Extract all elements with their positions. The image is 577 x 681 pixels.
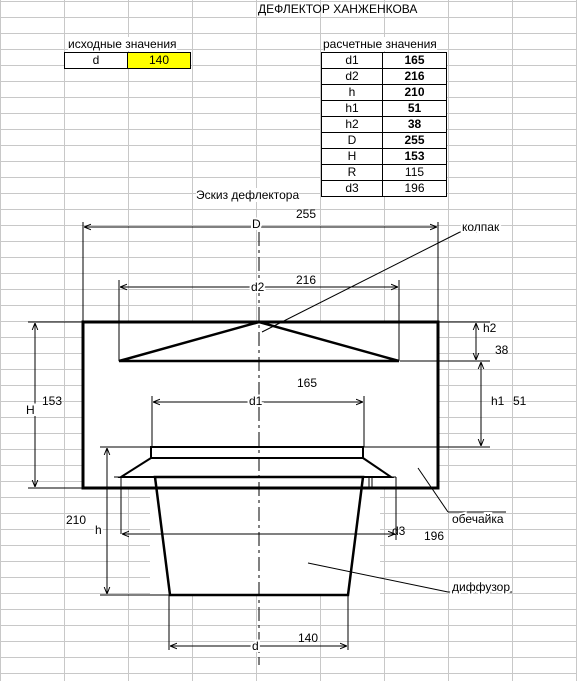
callout-shell: обечайка [452, 512, 504, 526]
dim-d-label: d [252, 639, 259, 653]
calc-value-cell[interactable]: 255 [383, 133, 447, 149]
dim-h1-value: 51 [513, 394, 527, 408]
calc-name-cell[interactable]: R [322, 165, 383, 181]
callout-cap: колпак [462, 220, 500, 234]
calc-name-cell[interactable]: d2 [322, 69, 383, 85]
calc-value-cell[interactable]: 196 [383, 181, 447, 197]
dim-H-label: H [26, 403, 35, 417]
calc-value-cell[interactable]: 165 [383, 53, 447, 69]
dim-D-value: 255 [296, 207, 317, 221]
calc-name-cell[interactable]: D [322, 133, 383, 149]
inputs-header: исходные значения [68, 37, 177, 51]
sketch-label: Эскиз дефлектора [196, 188, 300, 202]
calc-value-cell[interactable]: 210 [383, 85, 447, 101]
input-value-cell[interactable]: 140 [128, 53, 191, 69]
dim-h1-label: h1 [491, 394, 505, 408]
dim-d-value: 140 [298, 631, 319, 645]
dim-H-value: 153 [42, 394, 63, 408]
calc-value-cell[interactable]: 51 [383, 101, 447, 117]
input-name-cell[interactable]: d [65, 53, 128, 69]
calc-name-cell[interactable]: h [322, 85, 383, 101]
calc-name-cell[interactable]: h2 [322, 117, 383, 133]
calc-header: расчетные значения [323, 37, 437, 51]
calc-name-cell[interactable]: h1 [322, 101, 383, 117]
dim-h-value: 210 [66, 513, 87, 527]
dim-h2-value: 38 [495, 343, 509, 357]
calc-name-cell[interactable]: d3 [322, 181, 383, 197]
calc-value-cell[interactable]: 115 [383, 165, 447, 181]
dim-h2-label: h2 [483, 321, 497, 335]
dim-d2-label: d2 [251, 280, 265, 294]
dim-d3-label: d3 [392, 524, 406, 538]
calc-name-cell[interactable]: d1 [322, 53, 383, 69]
dim-d3-value: 196 [424, 529, 445, 543]
calc-value-cell[interactable]: 216 [383, 69, 447, 85]
calc-value-cell[interactable]: 38 [383, 117, 447, 133]
dim-h-label: h [95, 523, 102, 537]
callout-diffuser: диффузор [452, 580, 511, 594]
page-title: ДЕФЛЕКТОР ХАНЖЕНКОВА [258, 2, 418, 16]
dim-d1-value: 165 [297, 376, 318, 390]
dim-d1-label: d1 [249, 394, 263, 408]
calc-name-cell[interactable]: H [322, 149, 383, 165]
dim-d2-value: 216 [296, 273, 317, 287]
calc-value-cell[interactable]: 153 [383, 149, 447, 165]
dim-D-label: D [252, 217, 261, 231]
